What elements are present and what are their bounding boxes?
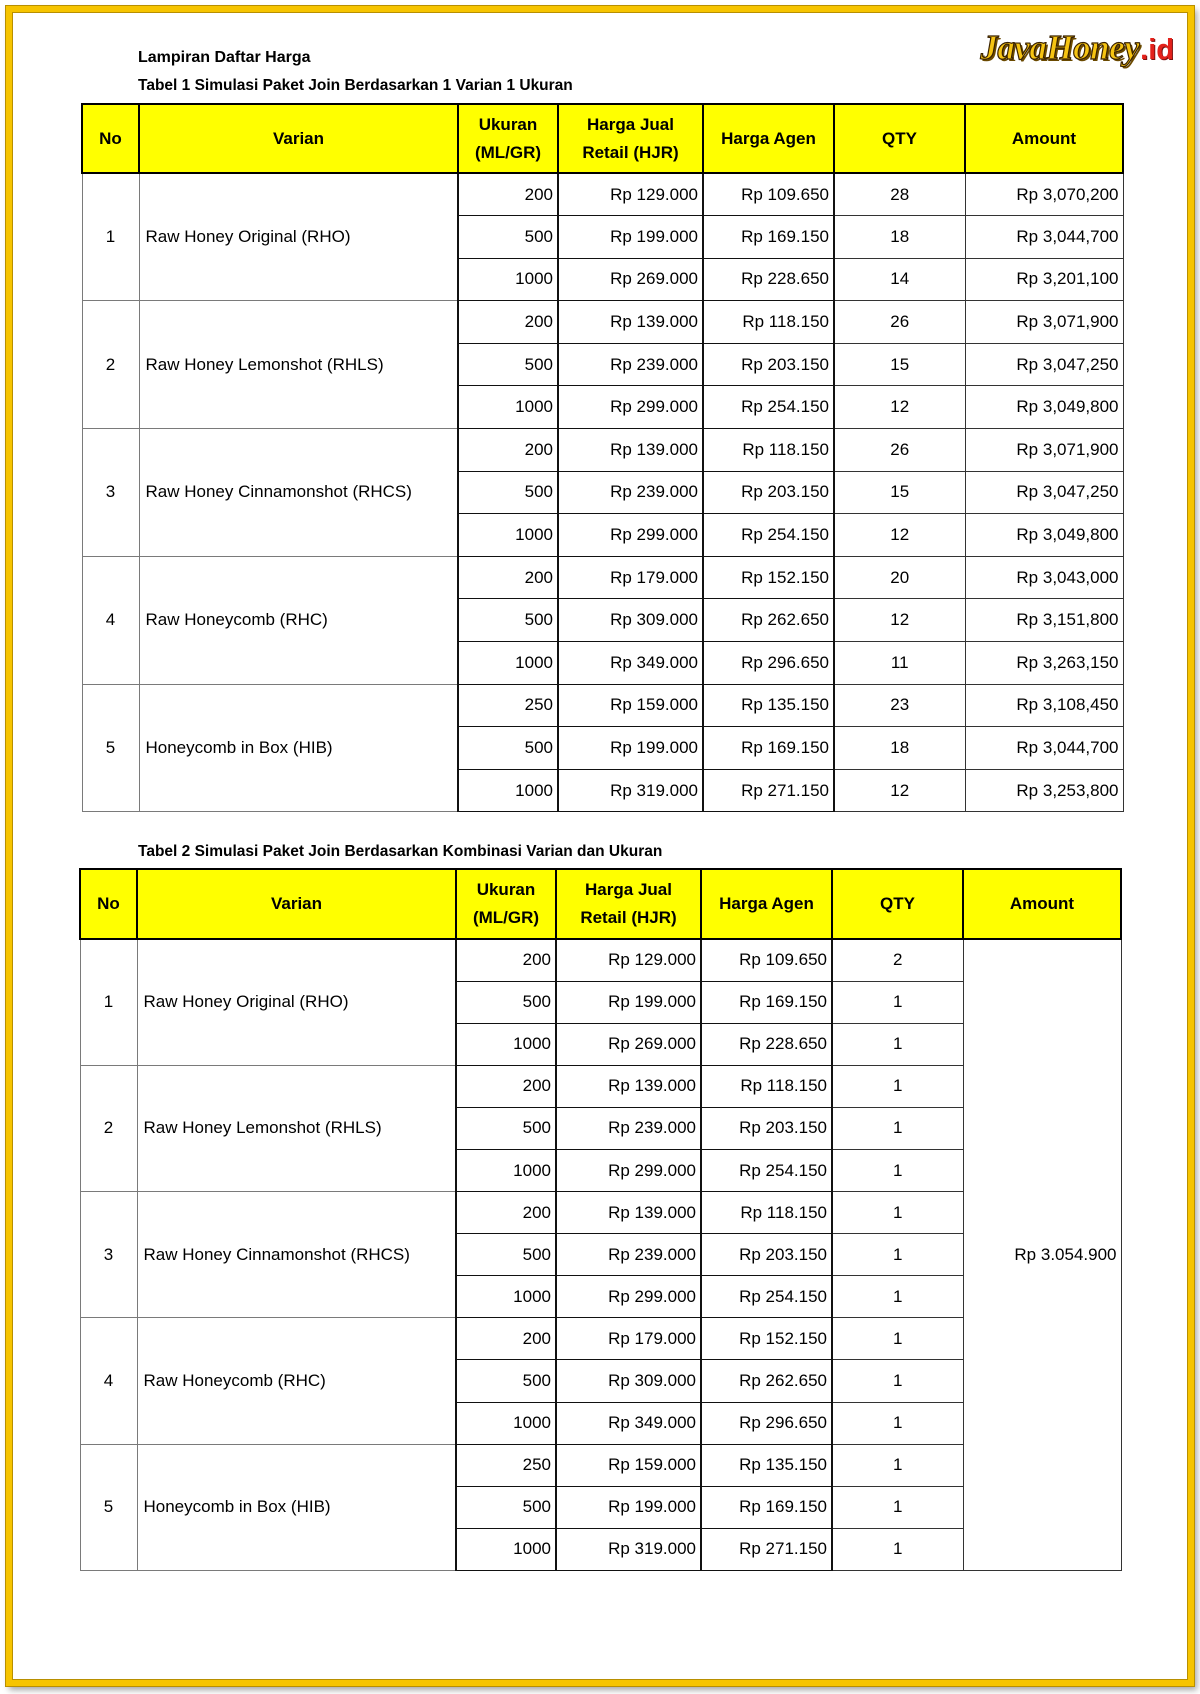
harga-jual-cell: Rp 349.000	[558, 642, 703, 685]
no-cell: 3	[82, 429, 139, 557]
harga-jual-cell: Rp 319.000	[558, 769, 703, 812]
harga-jual-cell: Rp 179.000	[558, 556, 703, 599]
harga-agen-cell: Rp 203.150	[701, 1107, 832, 1149]
amount-total-cell: Rp 3.054.900	[963, 939, 1121, 1570]
harga-jual-cell: Rp 269.000	[558, 258, 703, 301]
harga-agen-cell: Rp 271.150	[703, 769, 834, 812]
col-header-no: No	[80, 869, 137, 939]
col-header-harga-agen: Harga Agen	[701, 869, 832, 939]
qty-cell: 1	[832, 1065, 963, 1107]
col-header-hjr-line1: Harga Jual	[587, 114, 674, 134]
qty-cell: 20	[834, 556, 965, 599]
qty-cell: 1	[832, 1528, 963, 1570]
harga-agen-cell: Rp 203.150	[701, 1234, 832, 1276]
qty-cell: 1	[832, 1444, 963, 1486]
harga-agen-cell: Rp 118.150	[703, 301, 834, 344]
harga-jual-cell: Rp 199.000	[556, 981, 701, 1023]
no-cell: 3	[80, 1192, 137, 1318]
harga-agen-cell: Rp 169.150	[703, 216, 834, 259]
amount-cell: Rp 3,201,100	[965, 258, 1123, 301]
varian-cell: Raw Honey Lemonshot (RHLS)	[139, 301, 458, 429]
qty-cell: 1	[832, 1318, 963, 1360]
table-row	[82, 684, 1123, 727]
col-header-hjr-line1: Harga Jual	[585, 880, 672, 899]
qty-cell: 26	[834, 301, 965, 344]
col-header-hjr-line2: Retail (HJR)	[582, 142, 679, 162]
harga-jual-cell: Rp 179.000	[556, 1318, 701, 1360]
qty-cell: 1	[832, 1149, 963, 1191]
qty-cell: 28	[834, 173, 965, 216]
harga-jual-cell: Rp 139.000	[556, 1192, 701, 1234]
col-header-varian: Varian	[137, 869, 456, 939]
harga-jual-cell: Rp 299.000	[558, 386, 703, 429]
table-row	[82, 301, 1123, 344]
ukuran-cell: 500	[458, 727, 558, 770]
ukuran-cell: 1000	[458, 769, 558, 812]
ukuran-cell: 500	[458, 599, 558, 642]
col-header-ukuran-line1: Ukuran	[478, 114, 538, 134]
col-header-qty: QTY	[832, 869, 963, 939]
ukuran-cell: 1000	[458, 386, 558, 429]
brand-logo	[980, 28, 1174, 68]
amount-cell: Rp 3,108,450	[965, 684, 1123, 727]
no-cell: 1	[82, 173, 139, 301]
col-header-ukuran	[458, 104, 558, 173]
col-header-ukuran-line2: (ML/GR)	[474, 142, 542, 162]
col-header-no: No	[82, 104, 139, 173]
qty-cell: 1	[832, 1486, 963, 1528]
harga-jual-cell: Rp 309.000	[558, 599, 703, 642]
harga-jual-cell: Rp 139.000	[558, 301, 703, 344]
harga-jual-cell: Rp 129.000	[556, 939, 701, 981]
col-header-hjr	[558, 104, 703, 173]
ukuran-cell: 500	[458, 343, 558, 386]
amount-cell: Rp 3,047,250	[965, 343, 1123, 386]
ukuran-cell: 1000	[456, 1402, 556, 1444]
varian-cell: Raw Honey Lemonshot (RHLS)	[137, 1065, 456, 1191]
harga-agen-cell: Rp 118.150	[703, 429, 834, 472]
logo-suffix: .id	[1140, 34, 1174, 66]
amount-cell: Rp 3,047,250	[965, 471, 1123, 514]
col-header-ukuran-line2: (ML/GR)	[472, 908, 540, 927]
header-row	[80, 869, 1121, 939]
qty-cell: 1	[832, 1107, 963, 1149]
harga-agen-cell: Rp 169.150	[701, 1486, 832, 1528]
harga-jual-cell: Rp 139.000	[556, 1065, 701, 1107]
harga-jual-cell: Rp 199.000	[558, 727, 703, 770]
ukuran-cell: 500	[458, 216, 558, 259]
qty-cell: 15	[834, 343, 965, 386]
harga-agen-cell: Rp 169.150	[701, 981, 832, 1023]
harga-jual-cell: Rp 309.000	[556, 1360, 701, 1402]
harga-jual-cell: Rp 269.000	[556, 1023, 701, 1065]
harga-jual-cell: Rp 199.000	[556, 1486, 701, 1528]
no-cell: 5	[80, 1444, 137, 1570]
amount-cell: Rp 3,043,000	[965, 556, 1123, 599]
table-row	[82, 556, 1123, 599]
col-header-hjr	[556, 869, 701, 939]
varian-cell: Raw Honey Original (RHO)	[137, 939, 456, 1065]
amount-cell: Rp 3,071,900	[965, 429, 1123, 472]
qty-cell: 1	[832, 1360, 963, 1402]
ukuran-cell: 500	[456, 1360, 556, 1402]
ukuran-cell: 200	[458, 173, 558, 216]
harga-agen-cell: Rp 152.150	[703, 556, 834, 599]
table-row	[82, 429, 1123, 472]
harga-agen-cell: Rp 118.150	[701, 1065, 832, 1107]
ukuran-cell: 1000	[456, 1528, 556, 1570]
ukuran-cell: 500	[456, 1486, 556, 1528]
varian-cell: Raw Honey Cinnamonshot (RHCS)	[137, 1192, 456, 1318]
qty-cell: 1	[832, 1192, 963, 1234]
harga-agen-cell: Rp 254.150	[701, 1276, 832, 1318]
ukuran-cell: 1000	[456, 1276, 556, 1318]
amount-cell: Rp 3,049,800	[965, 386, 1123, 429]
no-cell: 5	[82, 684, 139, 812]
harga-jual-cell: Rp 239.000	[556, 1234, 701, 1276]
qty-cell: 26	[834, 429, 965, 472]
varian-cell: Honeycomb in Box (HIB)	[139, 684, 458, 812]
col-header-qty: QTY	[834, 104, 965, 173]
table-row	[82, 173, 1123, 216]
col-header-ukuran-line1: Ukuran	[476, 880, 536, 899]
table2-body	[80, 939, 1121, 1570]
qty-cell: 18	[834, 727, 965, 770]
ukuran-cell: 500	[456, 981, 556, 1023]
harga-agen-cell: Rp 169.150	[703, 727, 834, 770]
harga-agen-cell: Rp 203.150	[703, 471, 834, 514]
no-cell: 4	[82, 556, 139, 684]
col-header-varian: Varian	[139, 104, 458, 173]
harga-agen-cell: Rp 254.150	[703, 386, 834, 429]
ukuran-cell: 1000	[456, 1149, 556, 1191]
qty-cell: 14	[834, 258, 965, 301]
no-cell: 2	[82, 301, 139, 429]
ukuran-cell: 200	[458, 301, 558, 344]
qty-cell: 23	[834, 684, 965, 727]
harga-agen-cell: Rp 228.650	[703, 258, 834, 301]
table1-caption: Tabel 1 Simulasi Paket Join Berdasarkan 1 Varian 1 Ukuran	[138, 77, 573, 94]
col-header-amount: Amount	[965, 104, 1123, 173]
logo-text: JavaHoney	[980, 28, 1140, 67]
ukuran-cell: 500	[456, 1107, 556, 1149]
harga-agen-cell: Rp 262.650	[701, 1360, 832, 1402]
harga-agen-cell: Rp 203.150	[703, 343, 834, 386]
table1-body	[82, 173, 1123, 812]
qty-cell: 1	[832, 1402, 963, 1444]
harga-agen-cell: Rp 109.650	[701, 939, 832, 981]
qty-cell: 12	[834, 599, 965, 642]
harga-jual-cell: Rp 159.000	[558, 684, 703, 727]
col-header-hjr-line2: Retail (HJR)	[580, 908, 677, 927]
harga-jual-cell: Rp 239.000	[558, 471, 703, 514]
amount-cell: Rp 3,044,700	[965, 216, 1123, 259]
amount-cell: Rp 3,253,800	[965, 769, 1123, 812]
price-table-1	[81, 103, 1124, 812]
header-row	[82, 104, 1123, 173]
harga-jual-cell: Rp 319.000	[556, 1528, 701, 1570]
table-row	[80, 939, 1121, 981]
qty-cell: 1	[832, 1234, 963, 1276]
harga-agen-cell: Rp 228.650	[701, 1023, 832, 1065]
qty-cell: 11	[834, 642, 965, 685]
qty-cell: 12	[834, 514, 965, 557]
page-title: Lampiran Daftar Harga	[138, 49, 311, 66]
harga-jual-cell: Rp 299.000	[556, 1276, 701, 1318]
ukuran-cell: 200	[456, 1192, 556, 1234]
no-cell: 4	[80, 1318, 137, 1444]
price-table-2	[79, 868, 1122, 1571]
amount-cell: Rp 3,070,200	[965, 173, 1123, 216]
ukuran-cell: 250	[456, 1444, 556, 1486]
harga-jual-cell: Rp 299.000	[558, 514, 703, 557]
no-cell: 1	[80, 939, 137, 1065]
qty-cell: 12	[834, 769, 965, 812]
no-cell: 2	[80, 1065, 137, 1191]
harga-agen-cell: Rp 262.650	[703, 599, 834, 642]
harga-agen-cell: Rp 271.150	[701, 1528, 832, 1570]
qty-cell: 1	[832, 1023, 963, 1065]
harga-jual-cell: Rp 199.000	[558, 216, 703, 259]
qty-cell: 1	[832, 1276, 963, 1318]
ukuran-cell: 200	[458, 429, 558, 472]
ukuran-cell: 200	[458, 556, 558, 599]
harga-agen-cell: Rp 296.650	[703, 642, 834, 685]
amount-cell: Rp 3,151,800	[965, 599, 1123, 642]
qty-cell: 1	[832, 981, 963, 1023]
ukuran-cell: 200	[456, 939, 556, 981]
ukuran-cell: 1000	[458, 258, 558, 301]
harga-jual-cell: Rp 159.000	[556, 1444, 701, 1486]
harga-agen-cell: Rp 135.150	[703, 684, 834, 727]
varian-cell: Raw Honeycomb (RHC)	[139, 556, 458, 684]
ukuran-cell: 1000	[458, 642, 558, 685]
harga-jual-cell: Rp 129.000	[558, 173, 703, 216]
ukuran-cell: 200	[456, 1065, 556, 1107]
ukuran-cell: 500	[458, 471, 558, 514]
ukuran-cell: 1000	[456, 1023, 556, 1065]
harga-agen-cell: Rp 254.150	[703, 514, 834, 557]
amount-cell: Rp 3,044,700	[965, 727, 1123, 770]
harga-jual-cell: Rp 299.000	[556, 1149, 701, 1191]
harga-jual-cell: Rp 239.000	[558, 343, 703, 386]
harga-agen-cell: Rp 118.150	[701, 1192, 832, 1234]
qty-cell: 2	[832, 939, 963, 981]
varian-cell: Raw Honey Original (RHO)	[139, 173, 458, 301]
harga-jual-cell: Rp 139.000	[558, 429, 703, 472]
table2-caption: Tabel 2 Simulasi Paket Join Berdasarkan Kombinasi Varian dan Ukuran	[138, 843, 663, 860]
qty-cell: 18	[834, 216, 965, 259]
harga-jual-cell: Rp 239.000	[556, 1107, 701, 1149]
varian-cell: Raw Honeycomb (RHC)	[137, 1318, 456, 1444]
harga-agen-cell: Rp 296.650	[701, 1402, 832, 1444]
harga-agen-cell: Rp 152.150	[701, 1318, 832, 1360]
amount-cell: Rp 3,263,150	[965, 642, 1123, 685]
harga-agen-cell: Rp 254.150	[701, 1149, 832, 1191]
harga-agen-cell: Rp 109.650	[703, 173, 834, 216]
qty-cell: 15	[834, 471, 965, 514]
harga-agen-cell: Rp 135.150	[701, 1444, 832, 1486]
qty-cell: 12	[834, 386, 965, 429]
harga-jual-cell: Rp 349.000	[556, 1402, 701, 1444]
varian-cell: Honeycomb in Box (HIB)	[137, 1444, 456, 1570]
col-header-amount: Amount	[963, 869, 1121, 939]
varian-cell: Raw Honey Cinnamonshot (RHCS)	[139, 429, 458, 557]
amount-cell: Rp 3,049,800	[965, 514, 1123, 557]
amount-cell: Rp 3,071,900	[965, 301, 1123, 344]
ukuran-cell: 200	[456, 1318, 556, 1360]
ukuran-cell: 1000	[458, 514, 558, 557]
col-header-ukuran	[456, 869, 556, 939]
ukuran-cell: 250	[458, 684, 558, 727]
col-header-harga-agen: Harga Agen	[703, 104, 834, 173]
ukuran-cell: 500	[456, 1234, 556, 1276]
